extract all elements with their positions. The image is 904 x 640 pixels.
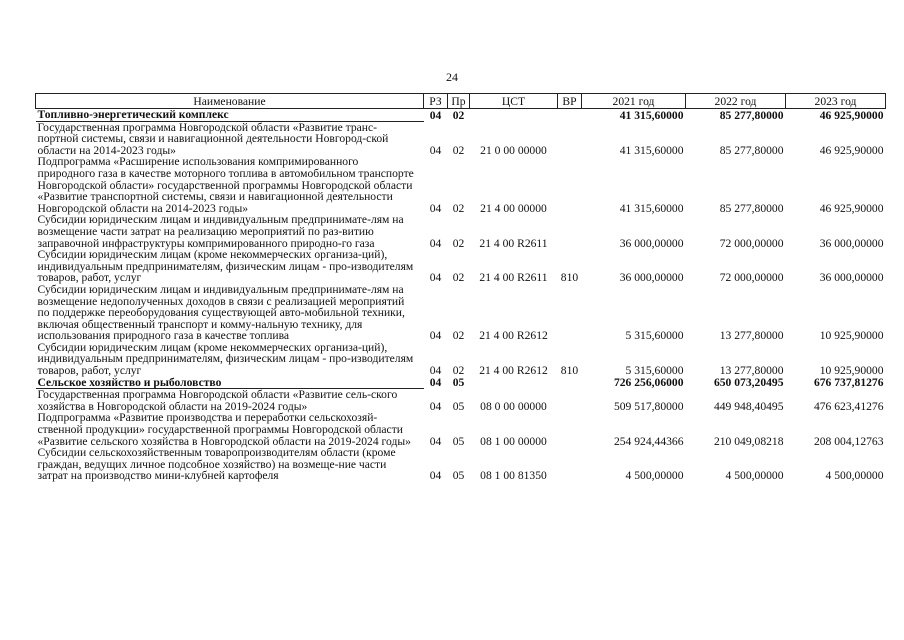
row-vr	[558, 377, 582, 389]
row-rz: 04	[429, 201, 442, 215]
header-name: Наименование	[36, 94, 424, 109]
table-row	[36, 412, 886, 447]
section-row	[36, 377, 886, 389]
row-value-2023: 46 925,90000	[819, 108, 884, 122]
row-rz: 04	[429, 364, 442, 378]
row-value-2021: 5 315,60000	[625, 364, 684, 378]
row-value-2021: 254 924,44366	[613, 434, 684, 448]
row-pr: 02	[452, 108, 465, 122]
row-value-2023: 36 000,00000	[819, 236, 884, 250]
row-name: Субсидии юридическим лицам и индивидуальным предпринимате-лям на возмещение части затрат на реализацию мероприятий по раз-витию заправочной инфраструктуры компримированного природно-го газа	[37, 213, 404, 250]
row-vr	[558, 389, 582, 413]
row-value-2022: 13 277,80000	[719, 329, 784, 343]
row-cst: 08 1 00 00000	[480, 434, 547, 448]
row-value-2023: 476 623,41276	[813, 399, 884, 413]
header-vr: ВР	[558, 94, 582, 109]
row-value-2023: 36 000,00000	[819, 271, 884, 285]
row-pr: 02	[452, 201, 465, 215]
row-pr: 05	[452, 399, 465, 413]
row-name: Сельское хозяйство и рыболовство	[36, 377, 424, 389]
row-value-2023: 10 925,90000	[819, 364, 884, 378]
row-pr: 05	[452, 376, 465, 390]
row-value-2022: 210 049,08218	[713, 434, 784, 448]
table-row	[36, 121, 886, 156]
row-rz: 04	[429, 376, 442, 390]
row-vr	[558, 109, 582, 122]
row-name: Субсидии юридическим лицам и индивидуальным предпринимате-лям на возмещение недополученных доходов в связи с реализацией мероприятий по поддержке переоборудования существующей авто-мобильной техники, включая общественный транспорт и комму-нальную технику, для использования природного газа в качестве топлива	[37, 282, 405, 343]
row-value-2022: 85 277,80000	[719, 201, 784, 215]
row-vr	[558, 156, 582, 214]
header-pr: Пр	[448, 94, 470, 109]
row-value-2022: 85 277,80000	[719, 143, 784, 157]
row-cst: 21 4 00 R2611	[479, 236, 548, 250]
row-pr: 05	[452, 434, 465, 448]
row-value-2023: 46 925,90000	[819, 143, 884, 157]
row-cst: 21 4 00 R2612	[479, 329, 548, 343]
row-rz: 04	[429, 236, 442, 250]
row-value-2023: 10 925,90000	[819, 329, 884, 343]
row-vr	[558, 214, 582, 249]
row-name: Субсидии юридическим лицам (кроме некоммерческих организа-ций), индивидуальным предпринимателям, физическим лицам - про-изводителям товаров, работ, услуг	[37, 340, 414, 378]
row-cst: 21 4 00 00000	[480, 201, 547, 215]
row-cst: 08 0 00 00000	[480, 399, 547, 413]
row-value-2023: 46 925,90000	[819, 201, 884, 215]
header-rz: РЗ	[424, 94, 448, 109]
row-rz: 04	[429, 434, 442, 448]
row-cst: 21 0 00 00000	[480, 143, 547, 157]
header-cst: ЦСТ	[470, 94, 558, 109]
row-value-2021: 5 315,60000	[625, 329, 684, 343]
row-value-2021: 726 256,06000	[613, 376, 684, 390]
row-vr: 810	[560, 271, 579, 285]
row-name: Топливно-энергетический комплекс	[36, 109, 424, 122]
row-value-2021: 4 500,00000	[625, 469, 684, 483]
row-cst: 08 1 00 81350	[480, 469, 547, 483]
row-value-2021: 41 315,60000	[619, 143, 684, 157]
row-rz: 04	[429, 271, 442, 285]
section-row	[36, 109, 886, 122]
row-pr: 05	[452, 469, 465, 483]
row-rz: 04	[429, 108, 442, 122]
row-value-2023: 208 004,12763	[813, 434, 884, 448]
table-row	[36, 214, 886, 249]
page-number: 24	[446, 70, 458, 84]
row-value-2022: 72 000,00000	[719, 236, 784, 250]
row-vr: 810	[560, 364, 579, 378]
table-row	[36, 389, 886, 413]
row-name: Субсидии юридическим лицам (кроме некоммерческих организа-ций), индивидуальным предпринимателям, физическим лицам - про-изводителям товаров, работ, услуг	[37, 248, 414, 285]
row-name: Государственная программа Новгородской области «Развитие сель-ского хозяйства в Новгородской области на 2019-2024 годы»	[37, 388, 398, 413]
row-rz: 04	[429, 143, 442, 157]
row-rz: 04	[429, 329, 442, 343]
header-2021: 2021 год	[582, 94, 686, 109]
row-value-2022: 13 277,80000	[719, 364, 784, 378]
row-name: Подпрограмма «Расширение использования компримированного природного газа в качестве моторного топлива в автомобильном транспорте Новгородской области» государственной программы Новгородской области «Развитие транспортной системы, связи и навигационной деятельности Новгородской области на 2014-2023 годы»	[37, 155, 414, 215]
row-cst: 21 4 00 R2612	[479, 364, 548, 378]
row-value-2023: 676 737,81276	[813, 376, 884, 390]
row-value-2023: 4 500,00000	[825, 469, 884, 483]
row-vr	[558, 121, 582, 156]
row-name: Государственная программа Новгородской области «Развитие транс-портной системы, связи и навигационной деятельности Новгород-ской области на 2014-2023 годы»	[37, 120, 389, 157]
row-value-2022: 449 948,40495	[713, 399, 784, 413]
row-pr: 02	[452, 329, 465, 343]
row-value-2022: 650 073,20495	[713, 376, 784, 390]
row-pr: 02	[452, 271, 465, 285]
header-2023: 2023 год	[786, 94, 886, 109]
header-2022: 2022 год	[686, 94, 786, 109]
row-pr: 02	[452, 236, 465, 250]
table-header-row	[36, 94, 886, 109]
row-value-2021: 41 315,60000	[619, 201, 684, 215]
table-row	[36, 447, 886, 482]
table-row	[36, 156, 886, 214]
row-vr	[558, 412, 582, 447]
row-cst	[470, 109, 558, 122]
table-row	[36, 249, 886, 284]
row-cst	[470, 377, 558, 389]
row-value-2021: 36 000,00000	[619, 271, 684, 285]
row-rz: 04	[429, 399, 442, 413]
row-name: Подпрограмма «Развитие производства и переработки сельскохозяй-ственной продукции» государственной программы Новгородской области «Развитие сельского хозяйства в Новгородской области на 2019-2024 годы»	[37, 411, 411, 448]
row-value-2021: 509 517,80000	[613, 399, 684, 413]
row-value-2022: 4 500,00000	[725, 469, 784, 483]
row-value-2021: 36 000,00000	[619, 236, 684, 250]
budget-table	[35, 93, 886, 482]
table-row	[36, 284, 886, 342]
row-pr: 02	[452, 143, 465, 157]
row-name: Субсидии сельскохозяйственным товаропроизводителям области (кроме граждан, ведущих личное подсобное хозяйство) на возмеще-ние части затрат на производство мини-клубней картофеля	[37, 446, 396, 483]
row-value-2022: 72 000,00000	[719, 271, 784, 285]
row-value-2022: 85 277,80000	[719, 108, 784, 122]
row-value-2021: 41 315,60000	[619, 108, 684, 122]
table-row	[36, 342, 886, 377]
row-vr	[558, 447, 582, 482]
row-vr	[558, 284, 582, 342]
row-cst: 21 4 00 R2611	[479, 271, 548, 285]
row-rz: 04	[429, 469, 442, 483]
row-pr: 02	[452, 364, 465, 378]
